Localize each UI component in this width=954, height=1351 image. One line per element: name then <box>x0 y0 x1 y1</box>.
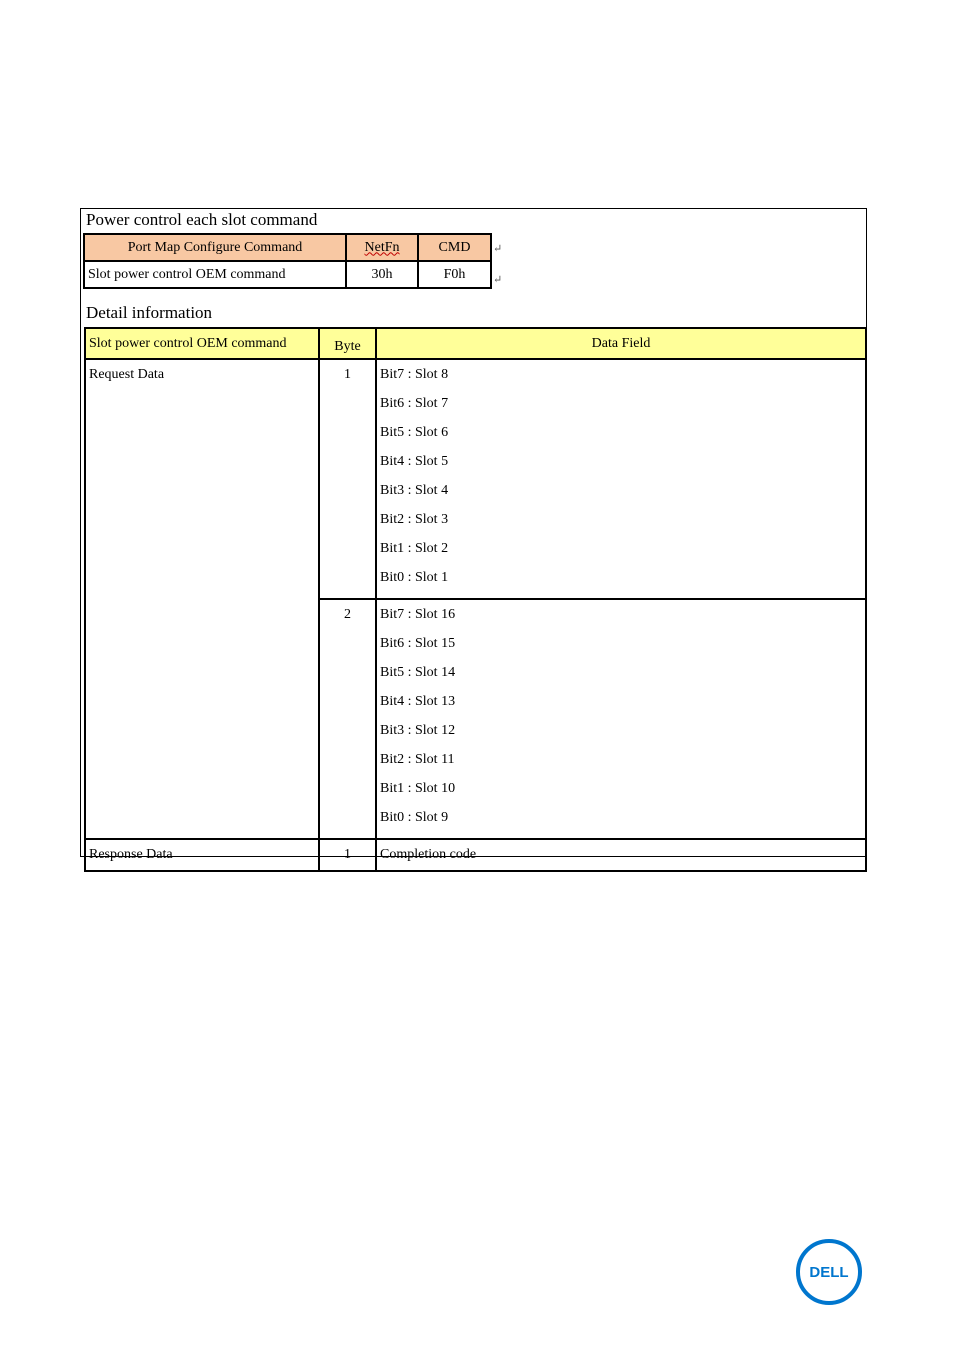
logo-wordmark: DELL <box>809 1264 849 1281</box>
bit-item: Bit2 : Slot 11 <box>380 752 455 767</box>
bit-item: Bit4 : Slot 13 <box>380 694 456 709</box>
bit-item: Bit1 : Slot 10 <box>380 781 456 796</box>
bit-item: Bit2 : Slot 3 <box>380 512 449 527</box>
bit-item: Bit3 : Slot 12 <box>380 723 456 738</box>
detail-table <box>84 327 867 872</box>
request-data-field <box>376 599 866 839</box>
detail-header-byte: Byte <box>319 328 376 359</box>
paragraph-mark: ↵ <box>493 274 503 286</box>
bit-item: Bit7 : Slot 16 <box>380 607 456 622</box>
bit-item: Bit3 : Slot 4 <box>380 483 449 498</box>
bit-item: Bit5 : Slot 14 <box>380 665 456 680</box>
command-header-name: Port Map Configure Command <box>84 234 346 261</box>
command-spec-frame <box>80 208 867 862</box>
detail-title: Detail information <box>86 303 213 322</box>
command-header-cmd: CMD <box>418 234 491 261</box>
bit-item: Bit7 : Slot 8 <box>380 367 449 382</box>
response-row <box>85 839 866 871</box>
command-table-row <box>84 261 491 288</box>
paragraph-mark: ↵ <box>493 243 503 255</box>
bit-item: Bit5 : Slot 6 <box>380 425 449 440</box>
command-table <box>83 233 492 289</box>
command-table-header <box>84 234 491 261</box>
request-byte-row <box>85 359 866 599</box>
request-byte-number: 2 <box>319 599 376 839</box>
bit-item: Bit6 : Slot 7 <box>380 396 449 411</box>
dell-logo <box>795 1238 863 1306</box>
bit-item: Bit4 : Slot 5 <box>380 454 449 469</box>
command-title: Power control each slot command <box>86 210 318 229</box>
request-data-label: Request Data <box>85 359 319 839</box>
request-byte-number: 1 <box>319 359 376 599</box>
detail-table-header <box>85 328 866 359</box>
bit-item: Bit0 : Slot 1 <box>380 570 449 585</box>
bit-item: Bit6 : Slot 15 <box>380 636 456 651</box>
detail-header-field: Data Field <box>376 328 866 359</box>
command-name: Slot power control OEM command <box>84 261 346 288</box>
request-data-field <box>376 359 866 599</box>
detail-header-name: Slot power control OEM command <box>85 328 319 359</box>
bit-item: Bit0 : Slot 9 <box>380 810 449 825</box>
command-cmd-value: F0h <box>418 261 491 288</box>
command-netfn-value: 30h <box>346 261 418 288</box>
bit-item: Bit1 : Slot 2 <box>380 541 449 556</box>
response-data-label: Response Data <box>85 839 319 871</box>
response-byte-number: 1 <box>319 839 376 871</box>
response-data-field: Completion code <box>376 839 866 871</box>
command-header-netfn: NetFn <box>346 234 418 261</box>
